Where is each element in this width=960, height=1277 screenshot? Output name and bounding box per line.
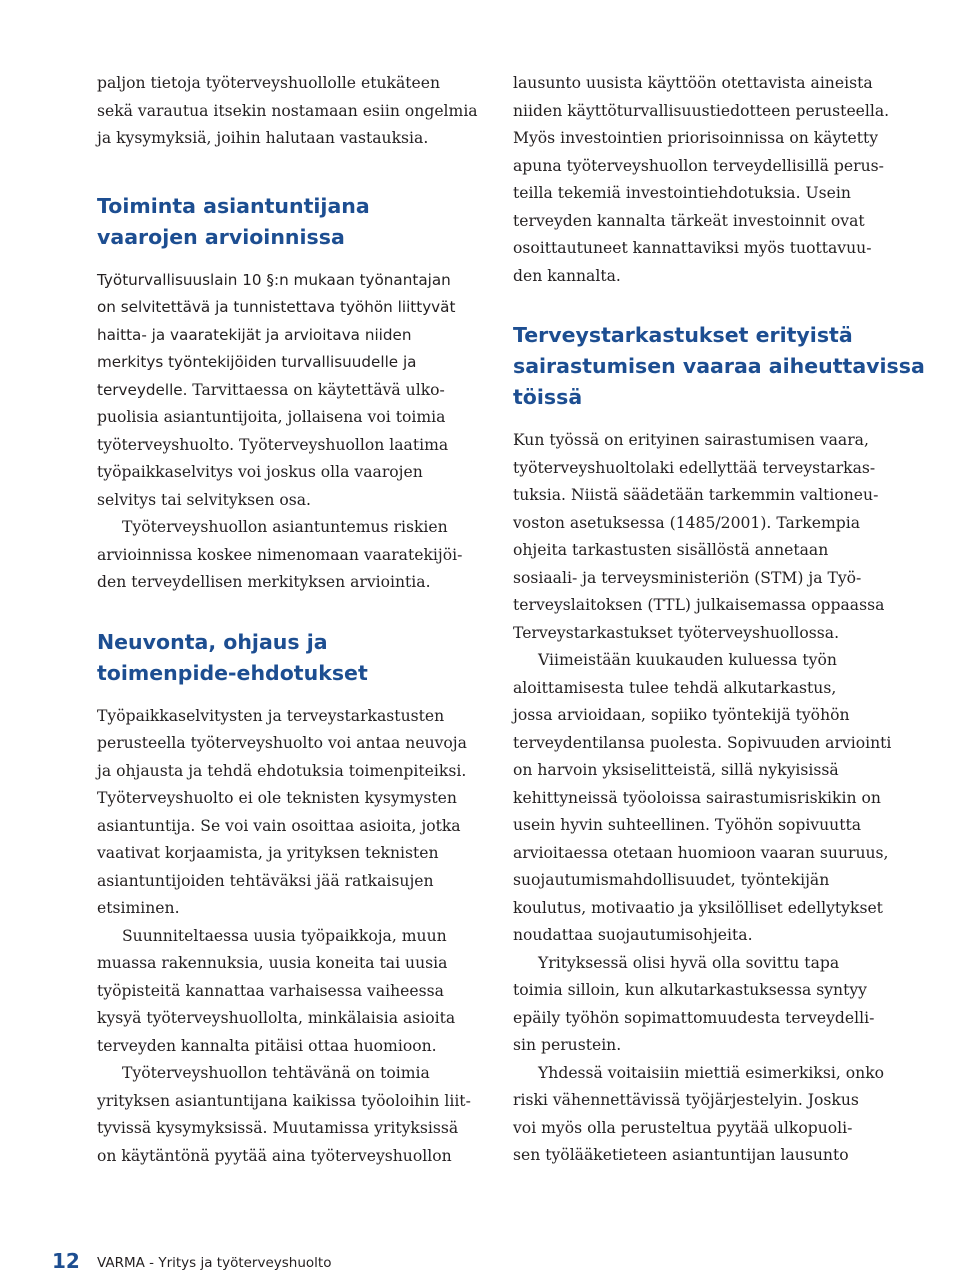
paragraph: Suunniteltaessa uusia työpaikkoja, muun muassa rakennuksia, uusia koneita tai uusia työpisteitä kannattaa varhaisessa vaiheessa kysyä työterveyshuollolta, minkälaisia asioita terveyden kannalta pitäisi ottaa huomioon.: [97, 926, 456, 1055]
paragraph: Kun työssä on erityinen sairastumisen vaara, työterveyshuoltolaki edellyttää terveystarkas- tuksia. Niistä säädetään tarkemmin valtioneu- voston asetuksessa (1485/2001). Tarkempia ohjeita tarkastusten sisällöstä annetaan sosiaali- ja terveysministeriön (STM) ja Työ- terveyslaitoksen (TTL) julkaisemassa oppaassa Terveystarkastukset työterveyshuollossa.: [513, 431, 885, 642]
paragraph: Yhdessä voitaisiin miettiä esimerkiksi, onko riski vähennettävissä työjärjestelyin. Joskus voi myös olla perusteltua pyytää ulkopuoli- sen työlääketieteen asiantuntijan lausunto: [513, 1063, 885, 1164]
left-column: [97, 70, 477, 1170]
section-heading: Terveystarkastukset erityistä sairastumisen vaaraa aiheuttavissa töissä: [513, 323, 925, 409]
paragraph: Työturvallisuuslain 10 §:n mukaan työnantajan on selvitettävä ja tunnistettava työhön liittyvät haitta- ja vaaratekijät ja arvioitava niiden merkitys työntekijöiden turvallisuudelle ja terveydelle. Tarvittaessa on käytettävä ulko-: [97, 270, 456, 399]
paragraph: Viimeistään kuukauden kuluessa työn aloittamisesta tulee tehdä alkutarkastus, jossa arvioidaan, sopiiko työntekijä työhön terveydentilansa puolesta. Sopivuuden arviointi on harvoin yksiselitteistä, sillä nykyisissä kehittyneissä työoloissa sairastumisriskikin on usein hyvin suhteellinen. Työhön sopivuutta arvioitaessa otetaan huomioon vaaran suuruus, suojautumismahdollisuudet, työntekijän koulutus, motivaatio ja yksilölliset edellytykset noudattaa suojautumisohjeita.: [513, 651, 892, 944]
paragraph: Työterveyshuollon asiantuntemus riskien arvioinnissa koskee nimenomaan vaaratekijöi- den terveydellisen merkityksen arviointia.: [97, 518, 463, 591]
section-heading: Neuvonta, ohjaus ja toimenpide-ehdotukset: [97, 629, 368, 685]
paragraph: puolisia asiantuntijoita, jollaisena voi toimia työterveyshuolto. Työterveyshuollon laatima työpaikkaselvitys voi joskus olla vaarojen selvitys tai selvityksen osa.: [97, 408, 449, 509]
paragraph: Työpaikkaselvitysten ja terveystarkastusten perusteella työterveyshuolto voi antaa neuvoja ja ohjausta ja tehdä ehdotuksia toimenpiteiksi. Työterveyshuolto ei ole teknisten kysymysten asiantuntija. Se voi vain osoittaa asioita, jotka vaativat korjaamista, ja yrityksen teknisten asiantuntijoiden tehtäväksi jää ratkaisujen etsiminen.: [97, 706, 467, 917]
publication-title: VARMA - Yritys ja työterveyshuolto: [97, 1255, 332, 1271]
page-number: 12: [52, 1249, 80, 1273]
paragraph: paljon tietoja työterveyshuollolle etukäteen sekä varautua itsekin nostamaan esiin ongelmia ja kysymyksiä, joihin halutaan vastauksia.: [97, 74, 478, 147]
paragraph: Työterveyshuollon tehtävänä on toimia yrityksen asiantuntijana kaikissa työoloihin liit- tyvissä kysymyksissä. Muutamissa yrityksissä on käytäntönä pyytää aina työterveyshuollon: [97, 1064, 471, 1165]
section-heading: Toiminta asiantuntijana vaarojen arvioinnissa: [97, 193, 370, 249]
right-column: [513, 70, 925, 1170]
paragraph: Yrityksessä olisi hyvä olla sovittu tapa toimia silloin, kun alkutarkastuksessa syntyy epäily työhön sopimattomuudesta terveydelli- sin perustein.: [513, 953, 875, 1054]
paragraph: lausunto uusista käyttöön otettavista aineista niiden käyttöturvallisuustiedotteen perusteella. Myös investointien priorisoinnissa on käytetty apuna työterveyshuollon terveydellisillä perus- teilla tekemiä investointiehdotuksia. Usein terveyden kannalta tärkeät investoinnit ovat osoittautuneet kannattaviksi myös tuottavuu- den kannalta.: [513, 74, 890, 285]
